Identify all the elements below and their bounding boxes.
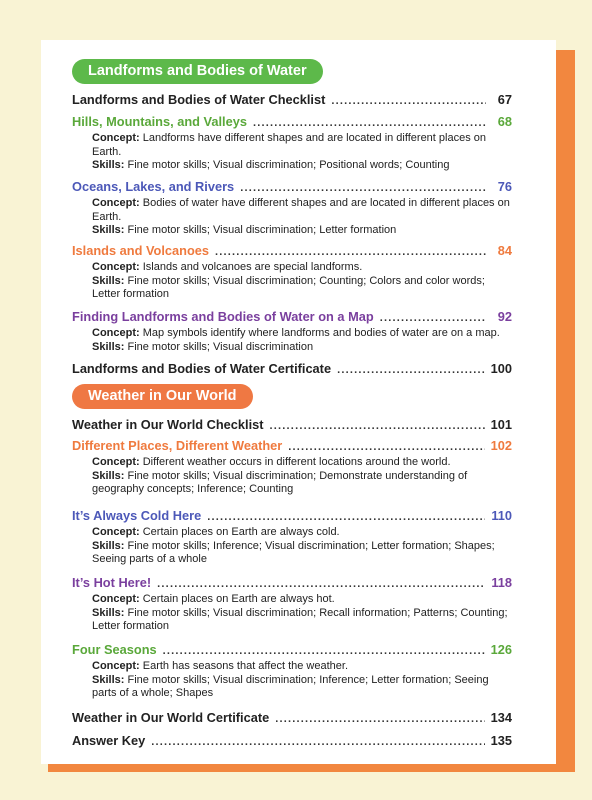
toc-entry[interactable] xyxy=(72,243,512,302)
leader-dots xyxy=(270,420,485,432)
leader-dots xyxy=(380,312,486,324)
leader-dots xyxy=(215,246,486,258)
toc-entry-title: It’s Hot Here! xyxy=(72,575,152,590)
leader-dots xyxy=(275,713,484,725)
toc-entry-title: Weather in Our World Certificate xyxy=(72,710,270,725)
page-number: 110 xyxy=(491,508,512,523)
leader-dots xyxy=(240,182,486,194)
concept-text: Concept: Map symbols identify where landforms and bodies of water are on a map. xyxy=(92,327,500,339)
page-number: 84 xyxy=(497,243,512,258)
toc-entry-title: It’s Always Cold Here xyxy=(72,508,202,523)
toc-entry-title: Weather in Our World Checklist xyxy=(72,417,264,432)
toc-entry[interactable] xyxy=(72,417,512,435)
toc-entry[interactable] xyxy=(72,179,512,238)
toc-entry-title: Four Seasons xyxy=(72,642,157,657)
concept-text: Concept: Earth has seasons that affect the weather. xyxy=(92,660,348,672)
toc-entry-title: Finding Landforms and Bodies of Water on a Map xyxy=(72,309,374,324)
leader-dots xyxy=(207,511,485,523)
toc-entry[interactable] xyxy=(72,575,512,634)
toc-entry-title: Answer Key xyxy=(72,733,146,748)
toc-entry[interactable] xyxy=(72,92,512,110)
toc-entry[interactable] xyxy=(72,114,512,173)
page-number: 76 xyxy=(497,179,512,194)
leader-dots xyxy=(288,441,484,453)
leader-dots xyxy=(151,736,484,748)
toc-entry[interactable] xyxy=(72,642,512,701)
page-number: 67 xyxy=(497,92,512,107)
section-header-landforms: Landforms and Bodies of Water xyxy=(72,59,323,84)
leader-dots xyxy=(157,578,485,590)
page-number: 68 xyxy=(497,114,512,129)
toc-entry-title: Landforms and Bodies of Water Certificate xyxy=(72,361,332,376)
skills-text: Skills: Fine motor skills; Visual discrimination xyxy=(92,340,314,353)
concept-text: Concept: Certain places on Earth are always hot. xyxy=(92,593,335,605)
section-header-weather: Weather in Our World xyxy=(72,384,253,409)
concept-text: Concept: Certain places on Earth are always cold. xyxy=(92,526,340,538)
page-number: 126 xyxy=(490,642,512,657)
toc-entry-title: Oceans, Lakes, and Rivers xyxy=(72,179,235,194)
leader-dots xyxy=(253,117,486,129)
skills-text: Skills: Fine motor skills; Visual discrimination; Recall information; Patterns; Counting; Letter formation xyxy=(92,606,508,632)
toc-entry-title: Landforms and Bodies of Water Checklist xyxy=(72,92,326,107)
leader-dots xyxy=(337,364,485,376)
toc-entry-title: Different Places, Different Weather xyxy=(72,438,283,453)
concept-text: Concept: Different weather occurs in different locations around the world. xyxy=(92,456,451,468)
page-number: 102 xyxy=(490,438,512,453)
toc-entry[interactable] xyxy=(72,438,512,497)
skills-text: Skills: Fine motor skills; Visual discrimination; Positional words; Counting xyxy=(92,159,450,171)
toc-entry[interactable] xyxy=(72,508,512,567)
toc-entry[interactable] xyxy=(72,710,512,728)
page-number: 92 xyxy=(497,309,512,324)
concept-text: Concept: Landforms have different shapes and are located in different places on Earth. xyxy=(92,132,487,158)
skills-text: Skills: Fine motor skills; Visual discrimination; Counting; Colors and color words; Letter formation xyxy=(92,274,485,300)
page-number: 134 xyxy=(490,710,512,725)
concept-text: Concept: Bodies of water have different shapes and are located in different places on Earth. xyxy=(92,197,510,223)
skills-text: Skills: Fine motor skills; Inference; Visual discrimination; Letter formation; Shapes; Seeing parts of a whole xyxy=(92,539,495,565)
toc-entry-title: Hills, Mountains, and Valleys xyxy=(72,114,247,129)
skills-text: Skills: Fine motor skills; Visual discrimination; Letter formation xyxy=(92,224,397,236)
toc-entry[interactable] xyxy=(72,309,512,354)
concept-text: Concept: Islands and volcanoes are special landforms. xyxy=(92,261,363,273)
toc-entry[interactable] xyxy=(72,733,512,751)
page-number: 100 xyxy=(490,361,512,376)
toc-entry[interactable] xyxy=(72,361,512,379)
skills-text: Skills: Fine motor skills; Visual discrimination; Demonstrate understanding of geography concepts; Inference; Counting xyxy=(92,469,468,495)
leader-dots xyxy=(331,95,486,107)
leader-dots xyxy=(163,645,485,657)
page-number: 135 xyxy=(490,733,512,748)
page-number: 101 xyxy=(490,417,512,432)
skills-text: Skills: Fine motor skills; Visual discrimination; Inference; Letter formation; Seeing parts of a whole; Shapes xyxy=(92,673,489,699)
page-number: 118 xyxy=(491,575,512,590)
toc-entry-title: Islands and Volcanoes xyxy=(72,243,210,258)
